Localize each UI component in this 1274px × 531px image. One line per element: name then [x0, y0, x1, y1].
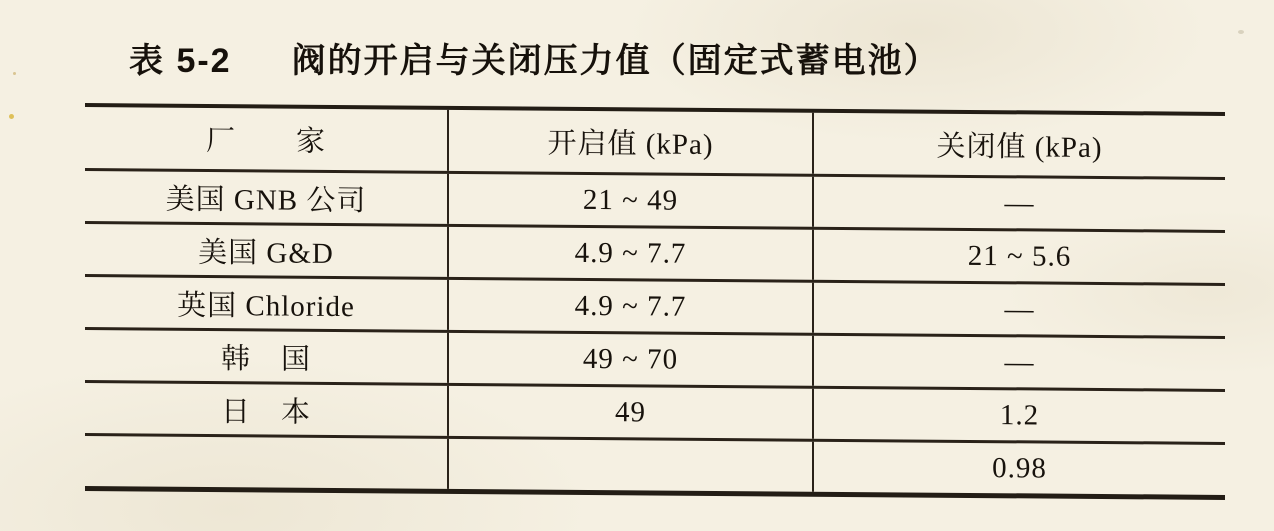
cell-manufacturer: 英国 Chloride	[177, 289, 355, 323]
table-row	[85, 171, 1225, 233]
paper-speck	[13, 72, 16, 75]
cell-manufacturer: 美国 GNB 公司	[165, 183, 367, 217]
cell-closing-value: —	[812, 177, 1225, 230]
table-caption-title: 阀的开启与关闭压力值（固定式蓄电池）	[291, 42, 940, 80]
paper-speck	[1238, 30, 1244, 34]
cell-closing-value: 0.98	[812, 442, 1225, 495]
cell-opening-value: 49 ~ 70	[447, 333, 812, 386]
cell-opening-value: 4.9 ~ 7.7	[447, 227, 812, 280]
table-header-row	[85, 107, 1225, 180]
pressure-table	[85, 103, 1225, 500]
cell-closing-value: 1.2	[812, 389, 1225, 442]
header-cell-closing-value: 关闭值 (kPa)	[812, 113, 1225, 177]
table-row	[85, 330, 1225, 392]
paper-speck	[9, 114, 14, 119]
cell-opening-value: 49	[447, 386, 812, 439]
table-row	[85, 277, 1225, 339]
cell-manufacturer: 美国 G&D	[198, 236, 334, 270]
cell-closing-value: —	[812, 336, 1225, 389]
table-row	[85, 383, 1225, 445]
cell-opening-value: 4.9 ~ 7.7	[447, 280, 812, 333]
cell-closing-value: 21 ~ 5.6	[812, 230, 1225, 283]
table-row	[85, 436, 1225, 495]
cell-closing-value: —	[812, 283, 1225, 336]
header-cell-opening-value: 开启值 (kPa)	[447, 110, 812, 174]
header-cell-manufacturer: 厂 家	[205, 124, 326, 158]
table-row	[85, 224, 1225, 286]
table-caption-number: 表 5-2	[129, 42, 232, 80]
cell-manufacturer: 韩 国	[220, 342, 311, 376]
cell-manufacturer: 日 本	[220, 395, 311, 429]
cell-manufacturer	[85, 436, 447, 489]
table-caption	[129, 41, 940, 82]
cell-opening-value	[447, 439, 812, 492]
cell-opening-value: 21 ~ 49	[447, 174, 812, 227]
